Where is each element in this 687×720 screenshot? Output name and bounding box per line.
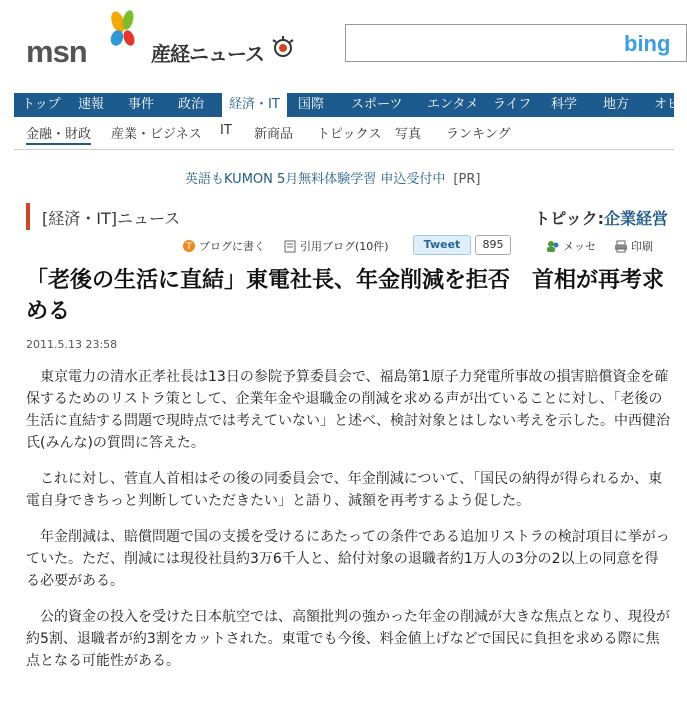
article-date: 2011.5.13 23:58 bbox=[26, 338, 118, 351]
printer-icon bbox=[614, 240, 628, 253]
promo-text[interactable]: 英語もKUMON 5月無料体験学習 申込受付中 bbox=[185, 172, 446, 187]
sankei-news-logo[interactable]: 産経ニュース bbox=[151, 42, 264, 66]
article-headline: 「老後の生活に直結」東電社長、年金削減を拒否 首相が再考求める bbox=[26, 268, 665, 324]
messe-link[interactable] bbox=[546, 238, 596, 254]
msn-butterfly-icon bbox=[104, 8, 144, 52]
pr-tag: [PR] bbox=[453, 172, 481, 187]
topic-label: トピック: bbox=[534, 209, 604, 228]
main-nav bbox=[14, 93, 681, 117]
nav-item-life[interactable]: ライフ bbox=[493, 97, 532, 112]
topic-link[interactable]: 企業経営 bbox=[603, 209, 668, 228]
citation-icon bbox=[284, 240, 297, 253]
article-paragraph: 東京電力の清水正孝社長は13日の参院予算委員会で、福島第1原子力発電所事故の損害賠償資金を確保するためのリストラ策として、企業年金や退職金の削減を求める声が出ていることに対し、「老後の生活に直結する問題で現時点では考えていない」と述べ、検討対象とはしない考えを示した。中西健治氏(みんな)の質問に答えた。 bbox=[26, 369, 670, 451]
nav-item-local[interactable]: 地方 bbox=[603, 97, 630, 112]
article-paragraph: 年金削減は、賠償問題で国の支援を受けるにあたっての条件である追加リストラの検討項目に挙がっていた。ただ、削減には現役社員約3万6千人と、給付対象の退職者約1万人の3分の2以上の同意を得る必要がある。 bbox=[26, 529, 670, 589]
article-paragraph: 公的資金の投入を受けた日本航空では、高額批判の強かった年金の削減が大きな焦点となり、現役が約5割、退職者が約3割をカットされた。東電でも今後、料金値上げなどで国民に負担を求める際に焦点となる可能性がある。 bbox=[26, 609, 670, 669]
blog-icon bbox=[182, 239, 196, 253]
nav-item-economy-it[interactable]: 経済・IT bbox=[222, 93, 287, 117]
sub-nav bbox=[14, 117, 674, 150]
subnav-item-it[interactable]: IT bbox=[220, 123, 232, 138]
article-body bbox=[26, 366, 671, 686]
nav-item-incidents[interactable]: 事件 bbox=[128, 97, 155, 112]
messe-label: メッセ bbox=[563, 240, 596, 253]
sankei-mark-icon bbox=[270, 35, 296, 61]
blog-write-link[interactable] bbox=[182, 238, 265, 254]
nav-item-sports[interactable]: スポーツ bbox=[351, 97, 403, 112]
msn-logo[interactable]: msn bbox=[26, 34, 87, 69]
bing-search-button[interactable]: bing bbox=[624, 31, 671, 56]
nav-item-entertainment[interactable]: エンタメ bbox=[427, 97, 479, 112]
nav-item-politics[interactable]: 政治 bbox=[178, 97, 205, 112]
subnav-item-industry[interactable]: 産業・ビジネス bbox=[111, 127, 202, 142]
citation-blog-link[interactable] bbox=[284, 238, 389, 254]
subnav-item-finance[interactable]: 金融・財政 bbox=[26, 123, 91, 145]
subnav-item-photos[interactable]: 写真 bbox=[395, 127, 422, 142]
subnav-item-new-products[interactable]: 新商品 bbox=[254, 127, 294, 142]
print-label: 印刷 bbox=[631, 240, 653, 253]
nav-item-science[interactable]: 科学 bbox=[551, 97, 578, 112]
subnav-item-topics[interactable]: トピックス bbox=[317, 127, 382, 142]
tweet-count: 895 bbox=[475, 235, 511, 255]
tweet-button[interactable] bbox=[413, 235, 471, 255]
nav-item-top[interactable]: トップ bbox=[22, 97, 61, 112]
nav-item-breaking[interactable]: 速報 bbox=[78, 97, 105, 112]
article-toolbar bbox=[0, 238, 674, 258]
subnav-item-ranking[interactable]: ランキング bbox=[446, 127, 511, 142]
print-link[interactable] bbox=[614, 238, 653, 254]
article-paragraph: これに対し、菅直人首相はその後の同委員会で、年金削減について、「国民の納得が得られるか、東電自身できちっと判断していただきたい」と語り、減額を再考するよう促した。 bbox=[26, 471, 663, 509]
svg-text:T: T bbox=[186, 242, 192, 252]
promo-banner[interactable] bbox=[185, 168, 480, 187]
nav-item-opinion[interactable]: オピ bbox=[654, 97, 681, 112]
section-title: [経済・IT]ニュース bbox=[42, 209, 181, 228]
tweet-label: Tweet bbox=[423, 238, 461, 251]
section-accent-bar bbox=[26, 203, 30, 230]
messenger-icon bbox=[546, 240, 560, 253]
blog-write-label: ブログに書く bbox=[199, 240, 265, 253]
nav-item-international[interactable]: 国際 bbox=[298, 97, 325, 112]
topic-label-group bbox=[534, 206, 668, 229]
site-header bbox=[0, 0, 674, 90]
citation-label: 引用ブログ(10件) bbox=[300, 240, 389, 253]
